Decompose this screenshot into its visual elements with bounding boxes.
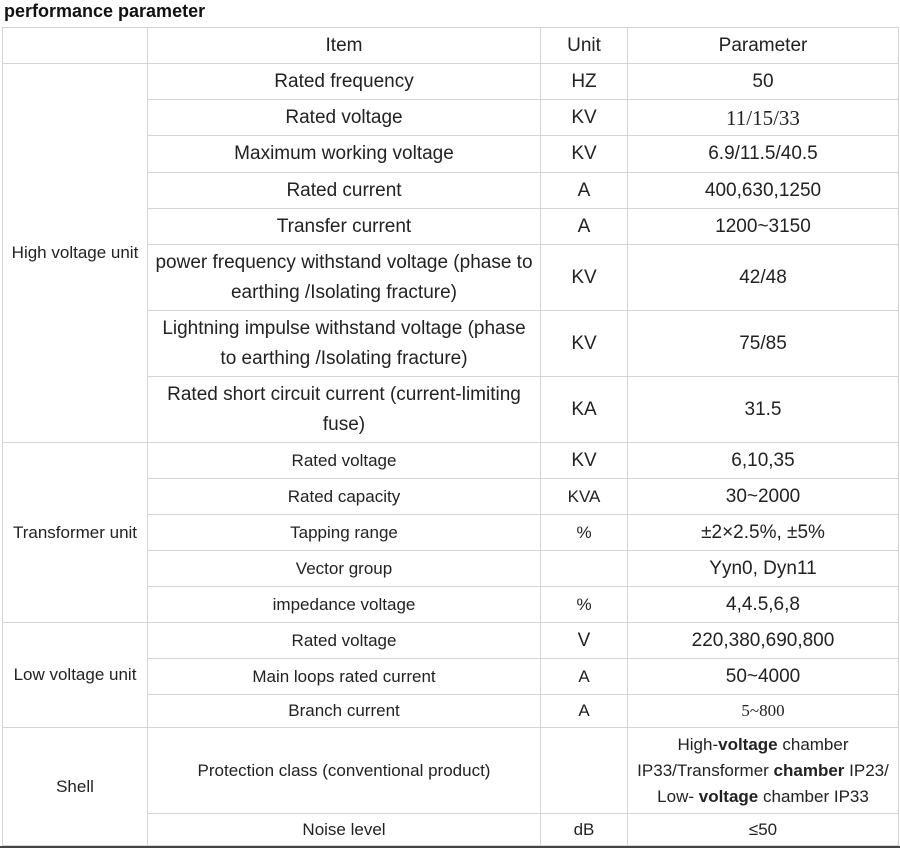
- text-fragment: chamber IP33: [758, 786, 869, 806]
- text-fragment: High-: [677, 734, 719, 754]
- header-group-cell: [3, 28, 148, 64]
- item-cell: Rated voltage: [148, 100, 541, 136]
- parameter-cell: 220,380,690,800: [628, 623, 899, 659]
- parameter-cell: 6.9/11.5/40.5: [628, 136, 899, 173]
- parameter-cell: 75/85: [628, 311, 899, 377]
- unit-cell: %: [541, 515, 628, 551]
- item-cell: Rated voltage: [148, 443, 541, 479]
- unit-cell: KA: [541, 377, 628, 443]
- bold-text-fragment: chamber: [773, 760, 845, 780]
- group-transformer-unit: Transformer unit: [3, 443, 148, 623]
- table-row: [3, 64, 899, 100]
- bold-text-fragment: voltage: [698, 786, 759, 806]
- group-shell: Shell: [3, 728, 148, 846]
- parameter-cell: 6,10,35: [628, 443, 899, 479]
- parameter-cell: 400,630,1250: [628, 173, 899, 209]
- parameter-cell: 5~800: [628, 695, 899, 728]
- unit-cell: V: [541, 623, 628, 659]
- unit-cell: A: [541, 659, 628, 695]
- performance-parameter-table: [2, 27, 899, 846]
- item-cell: Rated frequency: [148, 64, 541, 100]
- parameter-cell: 4,4.5,6,8: [628, 587, 899, 623]
- table-header-row: [3, 28, 899, 64]
- unit-cell: KVA: [541, 479, 628, 515]
- header-parameter: Parameter: [628, 28, 899, 64]
- unit-cell: HZ: [541, 64, 628, 100]
- unit-cell: KV: [541, 136, 628, 173]
- unit-cell: KV: [541, 311, 628, 377]
- parameter-cell: ≤50: [628, 814, 899, 846]
- group-high-voltage-unit: High voltage unit: [3, 64, 148, 443]
- unit-cell: KV: [541, 100, 628, 136]
- bottom-divider: [0, 846, 900, 848]
- unit-cell: dB: [541, 814, 628, 846]
- table-row: [3, 443, 899, 479]
- parameter-cell: 1200~3150: [628, 209, 899, 245]
- item-cell: Protection class (conventional product): [148, 728, 541, 814]
- parameter-cell: ±2×2.5%, ±5%: [628, 515, 899, 551]
- section-title: performance parameter: [4, 1, 206, 21]
- text-fragment: IP23/ Low-: [657, 760, 889, 806]
- item-cell: impedance voltage: [148, 587, 541, 623]
- item-cell: power frequency withstand voltage (phase to earthing /Isolating fracture): [148, 245, 541, 311]
- item-cell: Vector group: [148, 551, 541, 587]
- header-item: Item: [148, 28, 541, 64]
- item-cell: Rated capacity: [148, 479, 541, 515]
- unit-cell: A: [541, 173, 628, 209]
- item-cell: Rated current: [148, 173, 541, 209]
- unit-cell: A: [541, 209, 628, 245]
- parameter-cell: 30~2000: [628, 479, 899, 515]
- item-cell: Main loops rated current: [148, 659, 541, 695]
- unit-cell: KV: [541, 443, 628, 479]
- item-cell: Rated short circuit current (current-limiting fuse): [148, 377, 541, 443]
- item-cell: Branch current: [148, 695, 541, 728]
- unit-cell: [541, 551, 628, 587]
- item-cell: Maximum working voltage: [148, 136, 541, 173]
- item-cell: Transfer current: [148, 209, 541, 245]
- item-cell: Tapping range: [148, 515, 541, 551]
- parameter-cell: 42/48: [628, 245, 899, 311]
- group-low-voltage-unit: Low voltage unit: [3, 623, 148, 728]
- table-row: [3, 623, 899, 659]
- parameter-cell: 31.5: [628, 377, 899, 443]
- parameter-cell: 50: [628, 64, 899, 100]
- unit-cell: [541, 728, 628, 814]
- protection-class-parameter: [628, 728, 899, 814]
- parameter-cell: 11/15/33: [628, 100, 899, 136]
- bold-text-fragment: voltage: [718, 734, 778, 754]
- table-row: [3, 728, 899, 814]
- item-cell: Rated voltage: [148, 623, 541, 659]
- item-cell: Lightning impulse withstand voltage (phase to earthing /Isolating fracture): [148, 311, 541, 377]
- text-fragment: chamber IP33/Transformer: [637, 734, 849, 780]
- item-cell: Noise level: [148, 814, 541, 846]
- parameter-cell: Yyn0, Dyn11: [628, 551, 899, 587]
- unit-cell: A: [541, 695, 628, 728]
- header-unit: Unit: [541, 28, 628, 64]
- parameter-cell: 50~4000: [628, 659, 899, 695]
- unit-cell: %: [541, 587, 628, 623]
- unit-cell: KV: [541, 245, 628, 311]
